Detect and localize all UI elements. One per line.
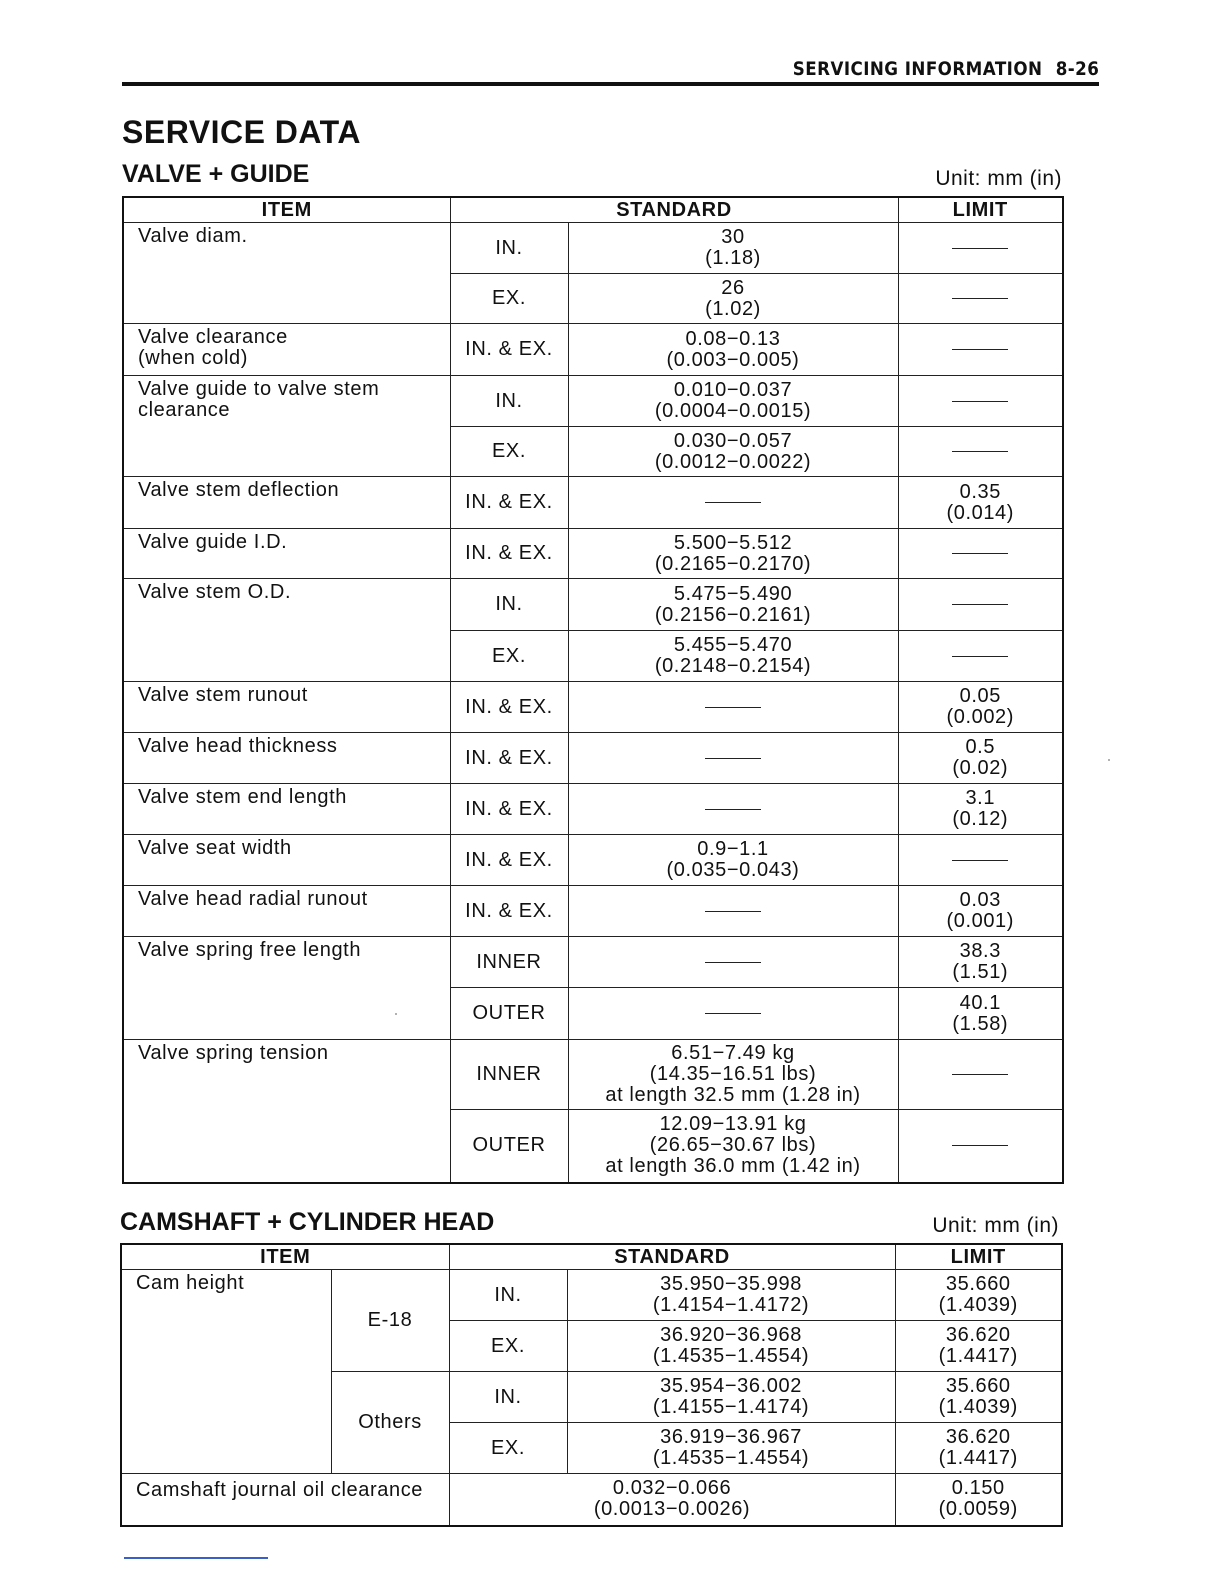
item-cell bbox=[121, 1270, 331, 1474]
scan-speck bbox=[1108, 759, 1110, 761]
standard-value: (0.0004−0.0015) bbox=[654, 400, 812, 422]
standard-value: (1.4154−1.4172) bbox=[652, 1294, 810, 1316]
limit-value: 38.3 bbox=[959, 940, 1001, 962]
camshaft-table bbox=[120, 1243, 1063, 1527]
model-cell: Others bbox=[331, 1372, 449, 1474]
item-name: Valve seat width bbox=[138, 837, 292, 859]
standard-cell bbox=[568, 376, 898, 427]
item-name: Valve head thickness bbox=[138, 735, 338, 757]
no-value-dash bbox=[705, 911, 761, 912]
page-title: SERVICE DATA bbox=[122, 114, 361, 150]
col-item-header: ITEM bbox=[123, 197, 450, 223]
no-value-dash bbox=[705, 809, 761, 810]
standard-cell bbox=[567, 1372, 895, 1423]
camshaft-title: CAMSHAFT + CYLINDER HEAD bbox=[120, 1208, 495, 1236]
standard-cell bbox=[568, 529, 898, 579]
standard-cell bbox=[568, 784, 898, 835]
table-row bbox=[123, 835, 1063, 886]
no-value-dash bbox=[952, 401, 1008, 402]
standard-value: 5.500−5.512 bbox=[673, 531, 793, 554]
standard-value: (0.003−0.005) bbox=[666, 348, 800, 371]
item-name: Valve head radial runout bbox=[138, 888, 368, 910]
standard-value: 5.455−5.470 bbox=[673, 634, 793, 656]
limit-cell bbox=[898, 937, 1063, 988]
standard-value: (0.2165−0.2170) bbox=[654, 552, 812, 575]
standard-value: (0.0013−0.0026) bbox=[593, 1498, 751, 1521]
item-cell bbox=[123, 376, 450, 477]
limit-cell bbox=[895, 1321, 1062, 1372]
no-value-dash bbox=[952, 248, 1008, 249]
camshaft-unit: Unit: mm (in) bbox=[932, 1214, 1059, 1237]
standard-cell bbox=[568, 733, 898, 784]
standard-value: (1.4155−1.4174) bbox=[652, 1396, 810, 1418]
standard-cell bbox=[568, 1110, 898, 1183]
header-rule bbox=[122, 82, 1099, 86]
limit-value: 0.03 bbox=[959, 889, 1001, 911]
standard-value: 26 bbox=[721, 276, 745, 299]
standard-cell bbox=[568, 223, 898, 274]
item-cell bbox=[123, 937, 450, 1040]
no-value-dash bbox=[952, 656, 1008, 657]
limit-cell bbox=[898, 733, 1063, 784]
standard-value: (0.035−0.043) bbox=[666, 859, 800, 881]
standard-cell bbox=[567, 1423, 895, 1474]
limit-value: (0.001) bbox=[946, 910, 1015, 932]
limit-cell bbox=[898, 274, 1063, 324]
standard-value: (1.02) bbox=[705, 297, 761, 320]
limit-cell bbox=[898, 376, 1063, 427]
position-cell: EX. bbox=[449, 1423, 567, 1474]
standard-value: (1.18) bbox=[705, 247, 761, 269]
table-row bbox=[123, 682, 1063, 733]
position-cell: IN. bbox=[449, 1270, 567, 1321]
no-value-dash bbox=[952, 1145, 1008, 1146]
standard-cell bbox=[567, 1270, 895, 1321]
standard-value: (14.35−16.51 lbs) bbox=[649, 1063, 817, 1085]
limit-value: 3.1 bbox=[965, 787, 996, 809]
limit-cell bbox=[898, 427, 1063, 477]
standard-value: (1.4535−1.4554) bbox=[652, 1447, 810, 1469]
position-cell: IN. bbox=[450, 376, 568, 427]
table-row bbox=[123, 376, 1063, 427]
limit-value: 35.660 bbox=[945, 1375, 1011, 1397]
limit-cell bbox=[898, 988, 1063, 1040]
limit-cell bbox=[895, 1423, 1062, 1474]
table-row bbox=[123, 733, 1063, 784]
table-row bbox=[123, 937, 1063, 988]
item-cell bbox=[123, 733, 450, 784]
item-name: Valve spring tension bbox=[138, 1042, 329, 1064]
limit-value: 35.660 bbox=[945, 1273, 1011, 1295]
no-value-dash bbox=[952, 604, 1008, 605]
model-cell: E-18 bbox=[331, 1270, 449, 1372]
col-limit-header: LIMIT bbox=[895, 1244, 1062, 1270]
valve-guide-title: VALVE + GUIDE bbox=[122, 160, 310, 188]
limit-value: 36.620 bbox=[945, 1324, 1011, 1346]
item-cell bbox=[123, 223, 450, 324]
header-page-number: 8-26 bbox=[1055, 58, 1099, 80]
standard-value: 36.919−36.967 bbox=[660, 1426, 802, 1448]
standard-value: 12.09−13.91 kg bbox=[659, 1113, 807, 1136]
table-row bbox=[121, 1270, 1062, 1321]
item-cell bbox=[123, 886, 450, 937]
col-standard-header: STANDARD bbox=[449, 1244, 895, 1270]
col-standard-header: STANDARD bbox=[450, 197, 898, 223]
item-name: Valve spring free length bbox=[138, 939, 362, 961]
limit-value: (1.58) bbox=[952, 1012, 1009, 1035]
no-value-dash bbox=[705, 962, 761, 963]
standard-cell bbox=[568, 835, 898, 886]
limit-cell bbox=[895, 1270, 1062, 1321]
no-value-dash bbox=[705, 502, 761, 503]
position-cell: INNER bbox=[450, 937, 568, 988]
table-header-row bbox=[123, 197, 1063, 223]
item-name: Valve guide to valve stem bbox=[138, 378, 380, 400]
item-name: Valve stem O.D. bbox=[138, 581, 292, 603]
item-cell bbox=[123, 1040, 450, 1183]
limit-cell bbox=[898, 1110, 1063, 1183]
standard-value: (0.2148−0.2154) bbox=[654, 655, 812, 677]
standard-value: 0.08−0.13 bbox=[685, 327, 781, 350]
position-cell: IN. & EX. bbox=[450, 682, 568, 733]
table-row bbox=[123, 886, 1063, 937]
position-cell: IN. & EX. bbox=[450, 784, 568, 835]
limit-cell bbox=[898, 579, 1063, 631]
no-value-dash bbox=[952, 553, 1008, 554]
no-value-dash bbox=[705, 707, 761, 708]
standard-cell bbox=[568, 682, 898, 733]
limit-value: 0.05 bbox=[959, 685, 1001, 707]
standard-value: 36.920−36.968 bbox=[660, 1324, 802, 1346]
limit-cell bbox=[898, 631, 1063, 682]
no-value-dash bbox=[952, 451, 1008, 452]
item-cell bbox=[123, 784, 450, 835]
standard-value: 0.030−0.057 bbox=[673, 429, 793, 452]
limit-cell bbox=[898, 784, 1063, 835]
limit-cell bbox=[898, 1040, 1063, 1110]
standard-value: at length 32.5 mm (1.28 in) bbox=[605, 1084, 861, 1106]
position-cell: OUTER bbox=[450, 1110, 568, 1183]
limit-cell bbox=[898, 682, 1063, 733]
item-cell bbox=[123, 324, 450, 376]
standard-value: 6.51−7.49 kg bbox=[671, 1042, 795, 1064]
item-name: Valve diam. bbox=[138, 225, 248, 247]
item-cell bbox=[123, 682, 450, 733]
position-cell: IN. bbox=[449, 1372, 567, 1423]
item-name: Valve stem end length bbox=[138, 786, 348, 808]
header-section-label: SERVICING INFORMATION bbox=[792, 58, 1043, 80]
standard-value: 35.954−36.002 bbox=[660, 1375, 802, 1397]
limit-cell bbox=[895, 1474, 1062, 1526]
no-value-dash bbox=[705, 758, 761, 759]
standard-cell bbox=[567, 1321, 895, 1372]
valve-guide-table bbox=[122, 196, 1064, 1184]
limit-value: (0.12) bbox=[952, 808, 1009, 830]
table-row bbox=[123, 477, 1063, 529]
col-item-header: ITEM bbox=[121, 1244, 449, 1270]
item-cell bbox=[123, 529, 450, 579]
standard-cell bbox=[568, 988, 898, 1040]
valve-guide-unit: Unit: mm (in) bbox=[935, 167, 1062, 190]
limit-value: (1.4039) bbox=[938, 1294, 1018, 1316]
position-cell: IN. & EX. bbox=[450, 477, 568, 529]
standard-value: (0.2156−0.2161) bbox=[654, 603, 812, 626]
limit-value: (1.4417) bbox=[938, 1345, 1018, 1367]
item-name: Camshaft journal oil clearance bbox=[136, 1478, 424, 1501]
limit-value: (0.002) bbox=[946, 706, 1015, 728]
position-cell: INNER bbox=[450, 1040, 568, 1110]
standard-value: 0.032−0.066 bbox=[612, 1477, 732, 1500]
position-cell: IN. & EX. bbox=[450, 529, 568, 579]
table-row bbox=[123, 223, 1063, 274]
item-name: Valve clearance bbox=[138, 326, 288, 348]
table-row bbox=[123, 324, 1063, 376]
position-cell: IN. & EX. bbox=[450, 324, 568, 376]
position-cell: IN. bbox=[450, 223, 568, 274]
standard-value: (0.0012−0.0022) bbox=[654, 450, 812, 473]
standard-value: at length 36.0 mm (1.42 in) bbox=[605, 1155, 861, 1178]
standard-cell bbox=[568, 274, 898, 324]
limit-cell bbox=[898, 529, 1063, 579]
limit-value: 0.5 bbox=[965, 736, 996, 758]
standard-cell bbox=[568, 579, 898, 631]
standard-cell bbox=[449, 1474, 895, 1526]
item-cell bbox=[123, 835, 450, 886]
standard-value: 5.475−5.490 bbox=[673, 582, 793, 605]
item-name: Valve stem runout bbox=[138, 684, 308, 706]
standard-cell bbox=[568, 324, 898, 376]
limit-value: (1.4417) bbox=[938, 1447, 1018, 1469]
limit-value: (1.4039) bbox=[938, 1396, 1018, 1418]
limit-value: (1.51) bbox=[952, 961, 1009, 983]
standard-value: 30 bbox=[721, 226, 745, 248]
standard-value: (1.4535−1.4554) bbox=[652, 1345, 810, 1367]
standard-value: 0.9−1.1 bbox=[697, 838, 769, 860]
running-header bbox=[792, 58, 1099, 80]
position-cell: IN. & EX. bbox=[450, 835, 568, 886]
no-value-dash bbox=[952, 298, 1008, 299]
limit-cell bbox=[898, 477, 1063, 529]
item-name: Cam height bbox=[136, 1272, 245, 1294]
standard-cell bbox=[568, 1040, 898, 1110]
no-value-dash bbox=[952, 349, 1008, 350]
position-cell: EX. bbox=[450, 631, 568, 682]
table-row bbox=[123, 579, 1063, 631]
item-cell bbox=[121, 1474, 449, 1526]
scan-speck bbox=[395, 1013, 397, 1015]
standard-value: 0.010−0.037 bbox=[673, 379, 793, 401]
limit-cell bbox=[895, 1372, 1062, 1423]
standard-cell bbox=[568, 477, 898, 529]
position-cell: IN. & EX. bbox=[450, 886, 568, 937]
standard-cell bbox=[568, 937, 898, 988]
col-limit-header: LIMIT bbox=[898, 197, 1063, 223]
limit-cell bbox=[898, 223, 1063, 274]
item-name: Valve guide I.D. bbox=[138, 531, 288, 553]
limit-value: (0.014) bbox=[946, 501, 1015, 524]
position-cell: OUTER bbox=[450, 988, 568, 1040]
limit-value: 0.35 bbox=[959, 480, 1001, 503]
standard-cell bbox=[568, 886, 898, 937]
no-value-dash bbox=[705, 1013, 761, 1014]
table-row bbox=[121, 1474, 1062, 1526]
standard-value: (26.65−30.67 lbs) bbox=[649, 1134, 817, 1157]
table-row bbox=[123, 784, 1063, 835]
item-name: (when cold) bbox=[138, 347, 248, 369]
position-cell: EX. bbox=[450, 427, 568, 477]
no-value-dash bbox=[952, 1074, 1008, 1075]
table-row bbox=[123, 529, 1063, 579]
limit-value: 36.620 bbox=[945, 1426, 1011, 1448]
standard-cell bbox=[568, 631, 898, 682]
item-cell bbox=[123, 579, 450, 682]
standard-cell bbox=[568, 427, 898, 477]
limit-value: (0.0059) bbox=[938, 1498, 1018, 1521]
limit-value: 0.150 bbox=[951, 1477, 1005, 1500]
limit-cell bbox=[898, 835, 1063, 886]
position-cell: EX. bbox=[450, 274, 568, 324]
item-name: clearance bbox=[138, 399, 231, 421]
limit-cell bbox=[898, 324, 1063, 376]
limit-value: (0.02) bbox=[952, 757, 1009, 779]
position-cell: EX. bbox=[449, 1321, 567, 1372]
position-cell: IN. bbox=[450, 579, 568, 631]
item-name: Valve stem deflection bbox=[138, 479, 340, 501]
item-cell bbox=[123, 477, 450, 529]
bottom-link-underline bbox=[124, 1557, 268, 1559]
position-cell: IN. & EX. bbox=[450, 733, 568, 784]
limit-cell bbox=[898, 886, 1063, 937]
table-row bbox=[123, 1040, 1063, 1110]
table-header-row bbox=[121, 1244, 1062, 1270]
limit-value: 40.1 bbox=[959, 991, 1001, 1014]
standard-value: 35.950−35.998 bbox=[660, 1273, 802, 1295]
no-value-dash bbox=[952, 860, 1008, 861]
